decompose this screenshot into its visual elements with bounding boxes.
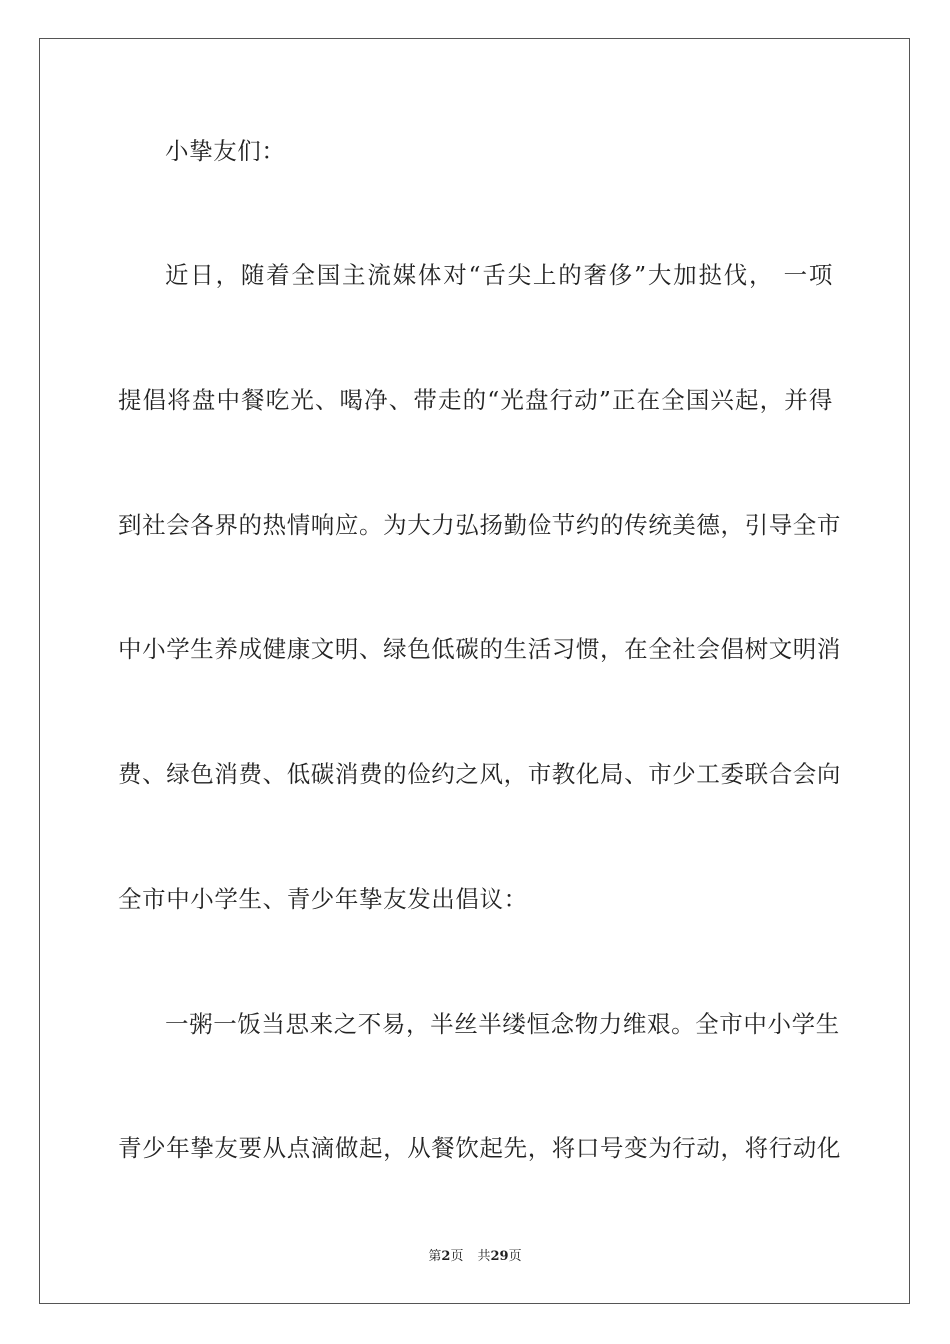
total-prefix: 共 bbox=[477, 1249, 491, 1264]
page-footer bbox=[0, 1248, 950, 1266]
paragraph-line-7: 一粥一饭当思来之不易，半丝半缕恒念物力维艰。全市中小学生 bbox=[165, 1010, 840, 1038]
page-border bbox=[39, 38, 910, 1304]
page-prefix: 第 bbox=[428, 1249, 442, 1264]
paragraph-line-2: 提倡将盘中餐吃光、喝净、带走的“光盘行动”正在全国兴起，并得 bbox=[118, 386, 833, 414]
paragraph-line-8: 青少年挚友要从点滴做起，从餐饮起先，将口号变为行动，将行动化 bbox=[118, 1134, 841, 1162]
total-suffix: 页 bbox=[508, 1249, 522, 1264]
paragraph-line-4: 中小学生养成健康文明、绿色低碳的生活习惯，在全社会倡树文明消 bbox=[118, 635, 841, 663]
total-pages: 29 bbox=[490, 1249, 509, 1264]
paragraph-line-6: 全市中小学生、青少年挚友发出倡议： bbox=[118, 885, 528, 913]
page-number: 2 bbox=[441, 1249, 451, 1264]
paragraph-line-1: 近日，随着全国主流媒体对“舌尖上的奢侈”大加挞伐， 一项 bbox=[165, 261, 833, 289]
paragraph-line-5: 费、绿色消费、低碳消费的俭约之风，市教化局、市少工委联合会向 bbox=[118, 760, 841, 788]
page-suffix: 页 bbox=[450, 1249, 464, 1264]
paragraph-line-3: 到社会各界的热情响应。为大力弘扬勤俭节约的传统美德，引导全市 bbox=[118, 511, 841, 539]
salutation: 小挚友们： bbox=[165, 137, 286, 165]
